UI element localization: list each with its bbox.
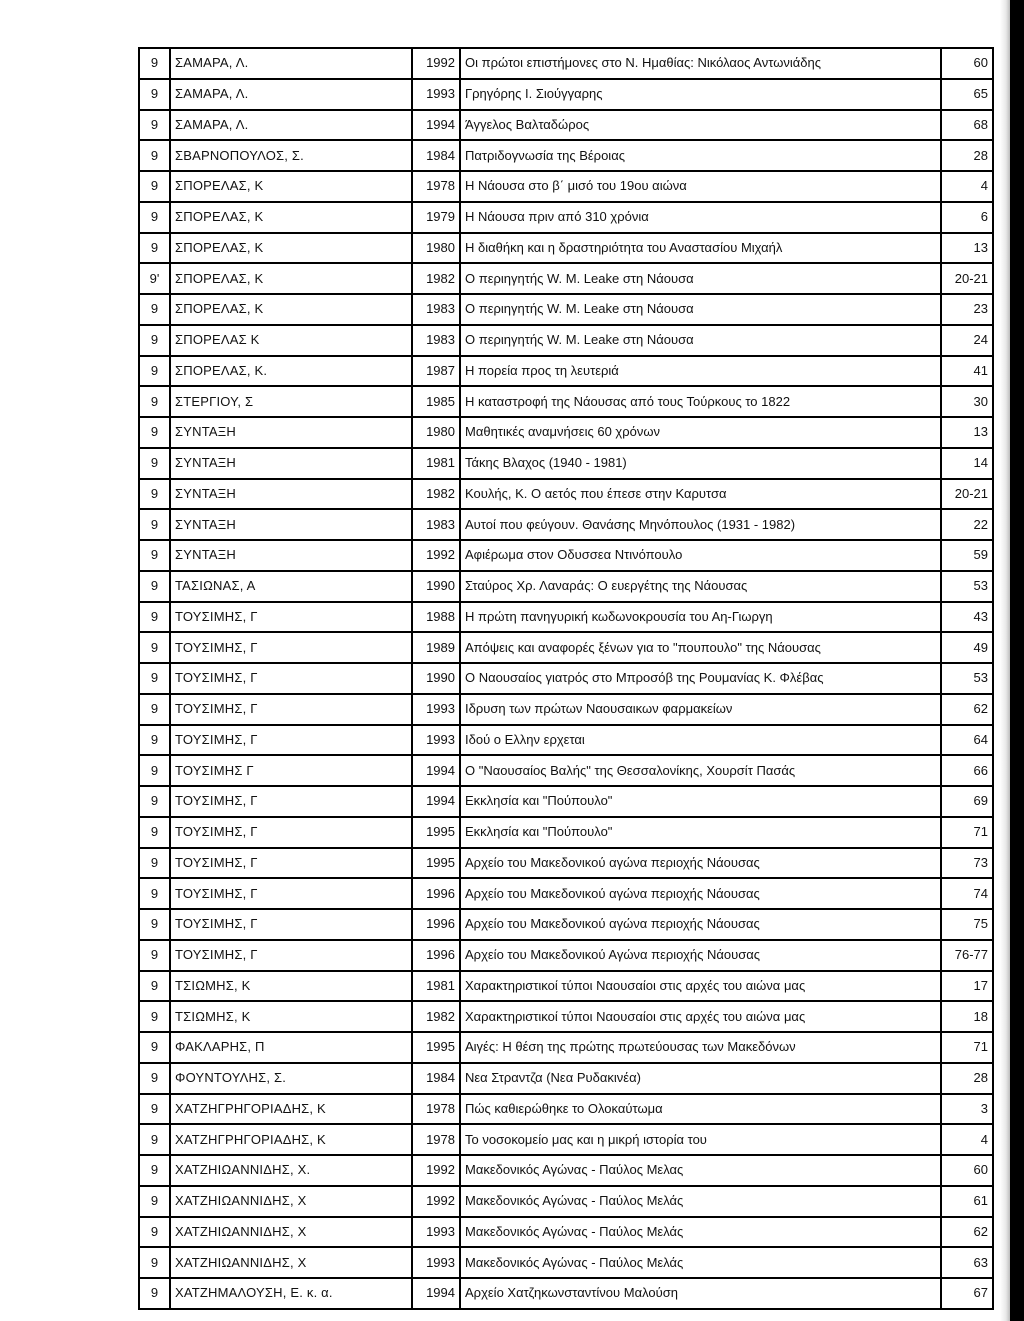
year-cell: 1985: [412, 386, 460, 417]
scan-shadow: [1000, 0, 1010, 1321]
table-row: [139, 848, 993, 879]
table-row: [139, 417, 993, 448]
year-cell: 1993: [412, 725, 460, 756]
year-cell: 1996: [412, 940, 460, 971]
page-cell: 64: [941, 725, 993, 756]
page-cell: 61: [941, 1186, 993, 1217]
year-cell: 1990: [412, 571, 460, 602]
volume-cell: 9: [139, 356, 170, 387]
bibliography-index-table: [138, 47, 994, 1310]
volume-cell: 9: [139, 1063, 170, 1094]
author-cell: ΧΑΤΖΗΙΩΑΝΝΙΔΗΣ, Χ: [170, 1217, 412, 1248]
volume-cell: 9: [139, 1124, 170, 1155]
table-row: [139, 786, 993, 817]
volume-cell: 9: [139, 663, 170, 694]
title-cell: Νεα Στραντζα (Νεα Ρυδακινέα): [460, 1063, 941, 1094]
year-cell: 1994: [412, 110, 460, 141]
page-cell: 23: [941, 294, 993, 325]
year-cell: 1980: [412, 233, 460, 264]
year-cell: 1996: [412, 909, 460, 940]
year-cell: 1995: [412, 817, 460, 848]
page-cell: 71: [941, 817, 993, 848]
title-cell: Αρχείο Χατζηκωνσταντίνου Μαλούση: [460, 1278, 941, 1309]
page-cell: 71: [941, 1032, 993, 1063]
page-cell: 28: [941, 1063, 993, 1094]
page-cell: 60: [941, 48, 993, 79]
year-cell: 1980: [412, 417, 460, 448]
table-row: [139, 1094, 993, 1125]
scan-edge: [1010, 0, 1024, 1321]
title-cell: Το νοσοκομείο μας και η μικρή ιστορία του: [460, 1124, 941, 1155]
year-cell: 1993: [412, 1247, 460, 1278]
year-cell: 1993: [412, 694, 460, 725]
volume-cell: 9: [139, 110, 170, 141]
title-cell: Ο Ναουσαίος γιατρός στο Μπροσόβ της Ρουμανίας Κ. Φλέβας: [460, 663, 941, 694]
title-cell: Η πρώτη πανηγυρική κωδωνοκρουσία του Αη-Γιωργη: [460, 602, 941, 633]
page-cell: 4: [941, 1124, 993, 1155]
page-cell: 65: [941, 79, 993, 110]
page-cell: 76-77: [941, 940, 993, 971]
author-cell: ΤΟΥΣΙΜΗΣ, Γ: [170, 878, 412, 909]
table-row: [139, 1063, 993, 1094]
year-cell: 1992: [412, 1155, 460, 1186]
table-row: [139, 1032, 993, 1063]
table-row: [139, 940, 993, 971]
title-cell: Εκκλησία και "Πούπουλο": [460, 817, 941, 848]
author-cell: ΤΟΥΣΙΜΗΣ, Γ: [170, 602, 412, 633]
year-cell: 1982: [412, 1001, 460, 1032]
table-row: [139, 602, 993, 633]
title-cell: Ο περιηγητής W. M. Leake στη Νάουσα: [460, 294, 941, 325]
page-cell: 59: [941, 540, 993, 571]
page-cell: 13: [941, 233, 993, 264]
author-cell: ΤΟΥΣΙΜΗΣ, Γ: [170, 848, 412, 879]
page-cell: 53: [941, 571, 993, 602]
table-row: [139, 1001, 993, 1032]
year-cell: 1994: [412, 786, 460, 817]
table-row: [139, 233, 993, 264]
year-cell: 1982: [412, 263, 460, 294]
page-cell: 18: [941, 1001, 993, 1032]
page-cell: 63: [941, 1247, 993, 1278]
volume-cell: 9: [139, 540, 170, 571]
page-cell: 53: [941, 663, 993, 694]
table-row: [139, 755, 993, 786]
title-cell: Οι πρώτοι επιστήμονες στο Ν. Ημαθίας: Νικόλαος Αντωνιάδης: [460, 48, 941, 79]
volume-cell: 9: [139, 909, 170, 940]
table-row: [139, 325, 993, 356]
author-cell: ΣΥΝΤΑΞΗ: [170, 417, 412, 448]
page-cell: 30: [941, 386, 993, 417]
page-cell: 73: [941, 848, 993, 879]
table-row: [139, 202, 993, 233]
volume-cell: 9: [139, 1001, 170, 1032]
author-cell: ΤΟΥΣΙΜΗΣ, Γ: [170, 725, 412, 756]
author-cell: ΣΥΝΤΑΞΗ: [170, 479, 412, 510]
page-cell: 14: [941, 448, 993, 479]
volume-cell: 9: [139, 940, 170, 971]
title-cell: Η Νάουσα πριν από 310 χρόνια: [460, 202, 941, 233]
author-cell: ΣΥΝΤΑΞΗ: [170, 540, 412, 571]
author-cell: ΣΤΕΡΓΙΟΥ, Σ: [170, 386, 412, 417]
page-cell: 49: [941, 632, 993, 663]
table-row: [139, 509, 993, 540]
table-row: [139, 1186, 993, 1217]
author-cell: ΣΑΜΑΡΑ, Λ.: [170, 110, 412, 141]
title-cell: Μαθητικές αναμνήσεις 60 χρόνων: [460, 417, 941, 448]
table-row: [139, 909, 993, 940]
year-cell: 1994: [412, 755, 460, 786]
table-row: [139, 540, 993, 571]
author-cell: ΣΠΟΡΕΛΑΣ, Κ: [170, 171, 412, 202]
author-cell: ΤΟΥΣΙΜΗΣ, Γ: [170, 786, 412, 817]
title-cell: Η πορεία προς τη λευτεριά: [460, 356, 941, 387]
title-cell: Ο περιηγητής W. M. Leake στη Νάουσα: [460, 325, 941, 356]
page-cell: 3: [941, 1094, 993, 1125]
page-cell: 4: [941, 171, 993, 202]
volume-cell: 9': [139, 263, 170, 294]
page-cell: 22: [941, 509, 993, 540]
table-row: [139, 878, 993, 909]
volume-cell: 9: [139, 1094, 170, 1125]
title-cell: Αρχείο του Μακεδονικού αγώνα περιοχής Νάουσας: [460, 878, 941, 909]
author-cell: ΦΟΥΝΤΟΥΛΗΣ, Σ.: [170, 1063, 412, 1094]
year-cell: 1989: [412, 632, 460, 663]
volume-cell: 9: [139, 1155, 170, 1186]
year-cell: 1978: [412, 1124, 460, 1155]
year-cell: 1983: [412, 509, 460, 540]
author-cell: ΣΒΑΡΝΟΠΟΥΛΟΣ, Σ.: [170, 140, 412, 171]
volume-cell: 9: [139, 1032, 170, 1063]
volume-cell: 9: [139, 848, 170, 879]
title-cell: Πατριδογνωσία της Βέροιας: [460, 140, 941, 171]
page-cell: 20-21: [941, 479, 993, 510]
volume-cell: 9: [139, 1217, 170, 1248]
table-row: [139, 79, 993, 110]
page-cell: 43: [941, 602, 993, 633]
year-cell: 1978: [412, 171, 460, 202]
table-row: [139, 1278, 993, 1309]
author-cell: ΣΑΜΑΡΑ, Λ.: [170, 79, 412, 110]
author-cell: ΤΟΥΣΙΜΗΣ, Γ: [170, 632, 412, 663]
volume-cell: 9: [139, 171, 170, 202]
page-cell: 62: [941, 694, 993, 725]
page-cell: 67: [941, 1278, 993, 1309]
title-cell: Ιδρυση των πρώτων Ναουσαικων φαρμακείων: [460, 694, 941, 725]
year-cell: 1993: [412, 1217, 460, 1248]
volume-cell: 9: [139, 571, 170, 602]
title-cell: Ο περιηγητής W. M. Leake στη Νάουσα: [460, 263, 941, 294]
title-cell: Ιδού ο Ελλην ερχεται: [460, 725, 941, 756]
author-cell: ΦΑΚΛΑΡΗΣ, Π: [170, 1032, 412, 1063]
author-cell: ΧΑΤΖΗΙΩΑΝΝΙΔΗΣ, Χ: [170, 1186, 412, 1217]
year-cell: 1984: [412, 1063, 460, 1094]
page-cell: 69: [941, 786, 993, 817]
title-cell: Αρχείο του Μακεδονικού αγώνα περιοχής Νάουσας: [460, 848, 941, 879]
year-cell: 1990: [412, 663, 460, 694]
year-cell: 1983: [412, 294, 460, 325]
year-cell: 1983: [412, 325, 460, 356]
page-cell: 6: [941, 202, 993, 233]
author-cell: ΤΟΥΣΙΜΗΣ, Γ: [170, 663, 412, 694]
volume-cell: 9: [139, 140, 170, 171]
title-cell: Χαρακτηριστικοί τύποι Ναουσαίοι στις αρχές του αιώνα μας: [460, 1001, 941, 1032]
title-cell: Πώς καθιερώθηκε το Ολοκαύτωμα: [460, 1094, 941, 1125]
year-cell: 1982: [412, 479, 460, 510]
table-row: [139, 294, 993, 325]
author-cell: ΧΑΤΖΗΜΑΛΟΥΣΗ, Ε. κ. α.: [170, 1278, 412, 1309]
volume-cell: 9: [139, 233, 170, 264]
table-row: [139, 632, 993, 663]
author-cell: ΣΠΟΡΕΛΑΣ, Κ.: [170, 356, 412, 387]
title-cell: Αρχείο του Μακεδονικού αγώνα περιοχής Νάουσας: [460, 909, 941, 940]
table-row: [139, 971, 993, 1002]
title-cell: Ο "Ναουσαίος Βαλής" της Θεσσαλονίκης, Χουρσίτ Πασάς: [460, 755, 941, 786]
year-cell: 1995: [412, 1032, 460, 1063]
page-cell: 66: [941, 755, 993, 786]
title-cell: Χαρακτηριστικοί τύποι Ναουσαίοι στις αρχές του αιώνα μας: [460, 971, 941, 1002]
year-cell: 1996: [412, 878, 460, 909]
author-cell: ΧΑΤΖΗΙΩΑΝΝΙΔΗΣ, Χ: [170, 1247, 412, 1278]
volume-cell: 9: [139, 971, 170, 1002]
volume-cell: 9: [139, 448, 170, 479]
title-cell: Μακεδονικός Αγώνας - Παύλος Μελάς: [460, 1247, 941, 1278]
title-cell: Αρχείο του Μακεδονικού Αγώνα περιοχής Νάουσας: [460, 940, 941, 971]
title-cell: Κουλής, Κ. Ο αετός που έπεσε στην Καρυτσα: [460, 479, 941, 510]
year-cell: 1988: [412, 602, 460, 633]
table-row: [139, 48, 993, 79]
volume-cell: 9: [139, 878, 170, 909]
page-cell: 74: [941, 878, 993, 909]
page-cell: 13: [941, 417, 993, 448]
year-cell: 1981: [412, 448, 460, 479]
year-cell: 1979: [412, 202, 460, 233]
volume-cell: 9: [139, 386, 170, 417]
table-body: [139, 48, 993, 1309]
volume-cell: 9: [139, 294, 170, 325]
title-cell: Η καταστροφή της Νάουσας από τους Τούρκους το 1822: [460, 386, 941, 417]
page-cell: 17: [941, 971, 993, 1002]
table-row: [139, 571, 993, 602]
volume-cell: 9: [139, 786, 170, 817]
title-cell: Μακεδονικός Αγώνας - Παύλος Μελάς: [460, 1186, 941, 1217]
table-row: [139, 663, 993, 694]
page-cell: 62: [941, 1217, 993, 1248]
table-row: [139, 694, 993, 725]
page-cell: 24: [941, 325, 993, 356]
volume-cell: 9: [139, 79, 170, 110]
title-cell: Τάκης Βλαχος (1940 - 1981): [460, 448, 941, 479]
table-row: [139, 448, 993, 479]
author-cell: ΤΣΙΩΜΗΣ, Κ: [170, 1001, 412, 1032]
author-cell: ΣΠΟΡΕΛΑΣ, Κ: [170, 294, 412, 325]
author-cell: ΧΑΤΖΗΓΡΗΓΟΡΙΑΔΗΣ, Κ: [170, 1124, 412, 1155]
title-cell: Άγγελος Βαλταδώρος: [460, 110, 941, 141]
author-cell: ΣΠΟΡΕΛΑΣ, Κ: [170, 263, 412, 294]
volume-cell: 9: [139, 817, 170, 848]
volume-cell: 9: [139, 479, 170, 510]
title-cell: Αιγές: Η θέση της πρώτης πρωτεύουσας των Μακεδόνων: [460, 1032, 941, 1063]
page-cell: 41: [941, 356, 993, 387]
title-cell: Μακεδονικός Αγώνας - Παύλος Μελάς: [460, 1217, 941, 1248]
volume-cell: 9: [139, 755, 170, 786]
year-cell: 1993: [412, 79, 460, 110]
title-cell: Μακεδονικός Αγώνας - Παύλος Μελας: [460, 1155, 941, 1186]
title-cell: Εκκλησία και "Πούπουλο": [460, 786, 941, 817]
page-cell: 60: [941, 1155, 993, 1186]
author-cell: ΣΠΟΡΕΛΑΣ, Κ: [170, 233, 412, 264]
table-row: [139, 1124, 993, 1155]
year-cell: 1994: [412, 1278, 460, 1309]
table-row: [139, 140, 993, 171]
title-cell: Η Νάουσα στο β΄ μισό του 19ου αιώνα: [460, 171, 941, 202]
table-row: [139, 817, 993, 848]
table-row: [139, 263, 993, 294]
title-cell: Αφιέρωμα στον Οδυσσεα Ντινόπουλο: [460, 540, 941, 571]
title-cell: Σταύρος Χρ. Λαναράς: Ο ευεργέτης της Νάουσας: [460, 571, 941, 602]
volume-cell: 9: [139, 1247, 170, 1278]
author-cell: ΣΥΝΤΑΞΗ: [170, 509, 412, 540]
title-cell: Η διαθήκη και η δραστηριότητα του Αναστασίου Μιχαήλ: [460, 233, 941, 264]
volume-cell: 9: [139, 48, 170, 79]
title-cell: Αυτοί που φεύγουν. Θανάσης Μηνόπουλος (1931 - 1982): [460, 509, 941, 540]
author-cell: ΧΑΤΖΗΙΩΑΝΝΙΔΗΣ, Χ.: [170, 1155, 412, 1186]
table-row: [139, 386, 993, 417]
volume-cell: 9: [139, 202, 170, 233]
volume-cell: 9: [139, 417, 170, 448]
year-cell: 1978: [412, 1094, 460, 1125]
volume-cell: 9: [139, 602, 170, 633]
page-cell: 68: [941, 110, 993, 141]
author-cell: ΤΟΥΣΙΜΗΣ, Γ: [170, 694, 412, 725]
year-cell: 1992: [412, 540, 460, 571]
table-row: [139, 171, 993, 202]
author-cell: ΤΟΥΣΙΜΗΣ, Γ: [170, 909, 412, 940]
author-cell: ΣΠΟΡΕΛΑΣ, Κ: [170, 202, 412, 233]
table-row: [139, 479, 993, 510]
table-row: [139, 1155, 993, 1186]
volume-cell: 9: [139, 632, 170, 663]
page-cell: 20-21: [941, 263, 993, 294]
table-row: [139, 356, 993, 387]
author-cell: ΤΟΥΣΙΜΗΣ Γ: [170, 755, 412, 786]
year-cell: 1992: [412, 1186, 460, 1217]
table-row: [139, 110, 993, 141]
author-cell: ΣΥΝΤΑΞΗ: [170, 448, 412, 479]
author-cell: ΤΟΥΣΙΜΗΣ, Γ: [170, 940, 412, 971]
volume-cell: 9: [139, 509, 170, 540]
author-cell: ΣΑΜΑΡΑ, Λ.: [170, 48, 412, 79]
page-cell: 28: [941, 140, 993, 171]
table-row: [139, 1247, 993, 1278]
year-cell: 1987: [412, 356, 460, 387]
table-row: [139, 725, 993, 756]
volume-cell: 9: [139, 325, 170, 356]
volume-cell: 9: [139, 1278, 170, 1309]
volume-cell: 9: [139, 725, 170, 756]
table-row: [139, 1217, 993, 1248]
year-cell: 1984: [412, 140, 460, 171]
author-cell: ΤΟΥΣΙΜΗΣ, Γ: [170, 817, 412, 848]
author-cell: ΣΠΟΡΕΛΑΣ Κ: [170, 325, 412, 356]
volume-cell: 9: [139, 1186, 170, 1217]
title-cell: Απόψεις και αναφορές ξένων για το "πουπουλο" της Νάουσας: [460, 632, 941, 663]
title-cell: Γρηγόρης Ι. Σιούγγαρης: [460, 79, 941, 110]
author-cell: ΧΑΤΖΗΓΡΗΓΟΡΙΑΔΗΣ, Κ: [170, 1094, 412, 1125]
year-cell: 1995: [412, 848, 460, 879]
page-cell: 75: [941, 909, 993, 940]
author-cell: ΤΑΣΙΩΝΑΣ, Α: [170, 571, 412, 602]
volume-cell: 9: [139, 694, 170, 725]
author-cell: ΤΣΙΩΜΗΣ, Κ: [170, 971, 412, 1002]
year-cell: 1981: [412, 971, 460, 1002]
year-cell: 1992: [412, 48, 460, 79]
